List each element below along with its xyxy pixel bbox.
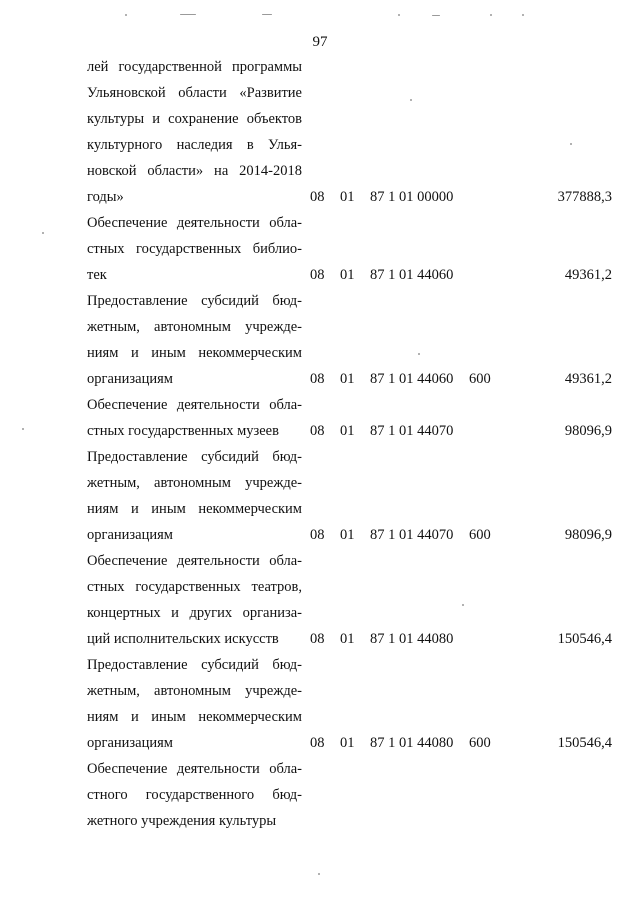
description-line: концертных и других организа-	[87, 605, 302, 621]
description-line: лей государственной программы	[87, 59, 302, 75]
description-line: организациям	[87, 527, 173, 543]
subsection-code: 01	[340, 735, 355, 751]
section-code: 08	[310, 423, 325, 439]
description-line: ниям и иным некоммерческим	[87, 709, 302, 725]
section-code: 08	[310, 189, 325, 205]
amount: 49361,2	[564, 267, 612, 283]
subsection-code: 01	[340, 527, 355, 543]
target-article-code: 87 1 01 44060	[370, 371, 454, 387]
amount: 98096,9	[564, 527, 612, 543]
expense-type-code: 600	[469, 371, 491, 387]
subsection-code: 01	[340, 267, 355, 283]
target-article-code: 87 1 01 44060	[370, 267, 454, 283]
table-row	[0, 210, 640, 288]
description-line: Обеспечение деятельности обла-	[87, 215, 302, 231]
description-line: Предоставление субсидий бюд-	[87, 449, 302, 465]
description-line: новской области» на 2014-2018	[87, 163, 302, 179]
table-row	[0, 652, 640, 756]
description-line: Обеспечение деятельности обла-	[87, 397, 302, 413]
description-line: культурного наследия в Улья-	[87, 137, 302, 153]
description-line: жетным, автономным учрежде-	[87, 319, 302, 335]
description-line: жетного учреждения культуры	[87, 813, 277, 829]
table-row	[0, 288, 640, 392]
row-description	[87, 756, 302, 834]
section-code: 08	[310, 371, 325, 387]
amount: 377888,3	[557, 189, 612, 205]
section-code: 08	[310, 267, 325, 283]
row-description	[87, 392, 302, 444]
target-article-code: 87 1 01 44070	[370, 423, 454, 439]
description-line: Предоставление субсидий бюд-	[87, 293, 302, 309]
description-line: стных государственных библио-	[87, 241, 302, 257]
expense-type-code: 600	[469, 527, 491, 543]
amount: 150546,4	[557, 735, 612, 751]
table-row	[0, 548, 640, 652]
row-description	[87, 210, 302, 288]
description-line: Предоставление субсидий бюд-	[87, 657, 302, 673]
description-line: стных государственных театров,	[87, 579, 302, 595]
subsection-code: 01	[340, 371, 355, 387]
expense-type-code: 600	[469, 735, 491, 751]
table-row	[0, 392, 640, 444]
description-line: Обеспечение деятельности обла-	[87, 761, 302, 777]
row-description	[87, 54, 302, 210]
section-code: 08	[310, 527, 325, 543]
target-article-code: 87 1 01 00000	[370, 189, 454, 205]
row-description	[87, 548, 302, 652]
table-row	[0, 756, 640, 834]
description-line: организациям	[87, 371, 173, 387]
amount: 49361,2	[564, 371, 612, 387]
section-code: 08	[310, 631, 325, 647]
amount: 98096,9	[564, 423, 612, 439]
row-description	[87, 444, 302, 548]
description-line: ниям и иным некоммерческим	[87, 345, 302, 361]
description-line: организациям	[87, 735, 173, 751]
description-line: жетным, автономным учрежде-	[87, 475, 302, 491]
target-article-code: 87 1 01 44080	[370, 631, 454, 647]
target-article-code: 87 1 01 44080	[370, 735, 454, 751]
table-row	[0, 444, 640, 548]
description-line: тек	[87, 267, 107, 283]
amount: 150546,4	[557, 631, 612, 647]
description-line: жетным, автономным учрежде-	[87, 683, 302, 699]
description-line: стного государственного бюд-	[87, 787, 302, 803]
description-line: годы»	[87, 189, 124, 205]
description-line: ций исполнительских искусств	[87, 631, 279, 647]
page-number: 97	[312, 34, 328, 50]
description-line: ниям и иным некоммерческим	[87, 501, 302, 517]
row-description	[87, 288, 302, 392]
description-line: Обеспечение деятельности обла-	[87, 553, 302, 569]
table-row	[0, 54, 640, 210]
subsection-code: 01	[340, 189, 355, 205]
subsection-code: 01	[340, 631, 355, 647]
section-code: 08	[310, 735, 325, 751]
description-line: стных государственных музеев	[87, 423, 279, 439]
subsection-code: 01	[340, 423, 355, 439]
target-article-code: 87 1 01 44070	[370, 527, 454, 543]
description-line: Ульяновской области «Развитие	[87, 85, 302, 101]
description-line: культуры и сохранение объектов	[87, 111, 302, 127]
row-description	[87, 652, 302, 756]
